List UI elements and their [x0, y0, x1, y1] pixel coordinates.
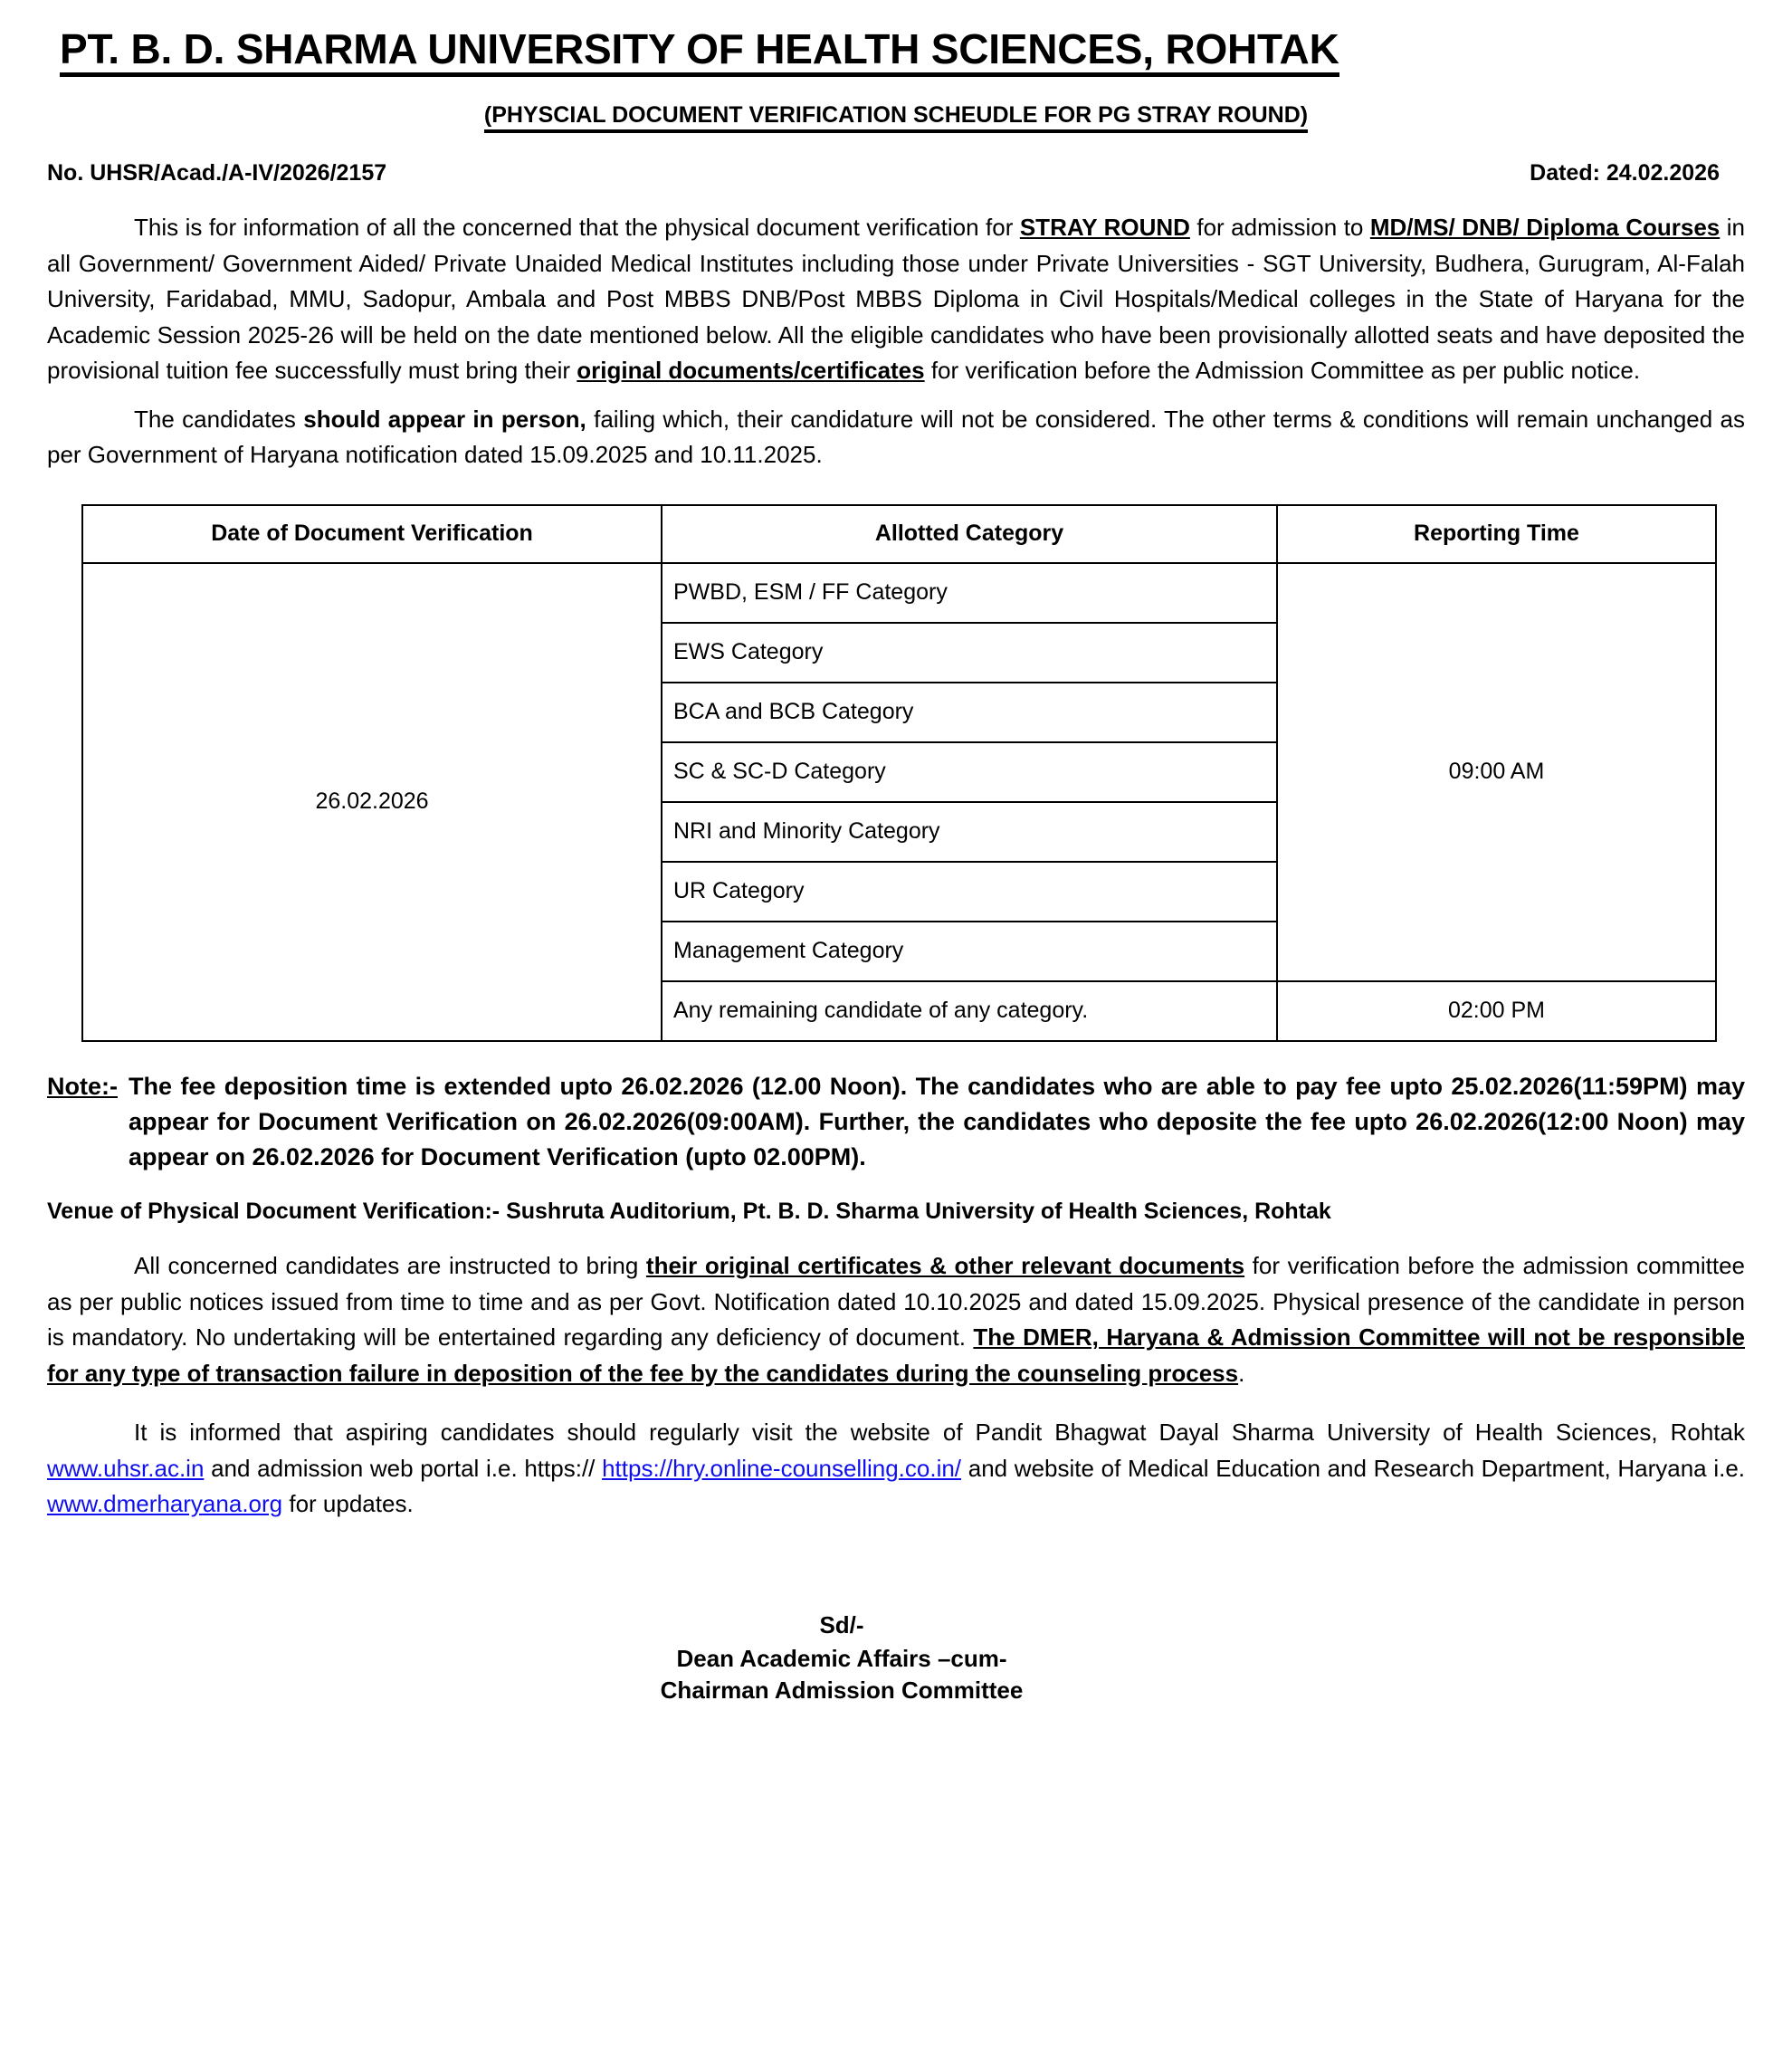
link-uhsr-website[interactable]: www.uhsr.ac.in [47, 1454, 205, 1482]
p1-seg2: for admission to [1189, 214, 1370, 242]
title-container [47, 16, 1745, 77]
paragraph-appearance [47, 402, 1745, 473]
p3-seg3: . [1238, 1359, 1245, 1387]
cell-category: Management Category [662, 922, 1277, 981]
column-header-time: Reporting Time [1277, 505, 1716, 563]
p4-seg3: and website of Medical Education and Research Department, Haryana i.e. [961, 1454, 1745, 1482]
signature-designation-line1: Dean Academic Affairs –cum- [676, 1644, 1007, 1672]
paragraph-intro [47, 210, 1745, 389]
venue-line: Venue of Physical Document Verification:- Sushruta Auditorium, Pt. B. D. Sharma University of Health Sciences, Rohtak [47, 1199, 1331, 1225]
table-row [82, 563, 1716, 623]
p3-dmer-disclaimer: The DMER, Haryana & Admission Committee will not be responsible for any type of transaction failure in deposition of the fee by the candidates during the counseling process [47, 1323, 1746, 1387]
cell-category: EWS Category [662, 623, 1277, 683]
cell-category: SC & SC-D Category [662, 742, 1277, 802]
signature-sd: Sd/- [819, 1610, 864, 1638]
signature-block [47, 1610, 1745, 1706]
p3-original-certificates: their original certificates & other relevant documents [645, 1252, 1245, 1280]
paragraph-websites [47, 1415, 1745, 1523]
p2-appear-in-person: should appear in person, [303, 405, 586, 433]
link-counselling-portal[interactable]: https://hry.online-counselling.co.in/ [602, 1454, 962, 1482]
reference-line [47, 160, 1745, 186]
p1-courses: MD/MS/ DNB/ Diploma Courses [1369, 214, 1721, 242]
p1-original-documents: original documents/certificates [577, 357, 925, 385]
cell-category-remaining: Any remaining candidate of any category. [662, 981, 1277, 1041]
note-text: The fee deposition time is extended upto 26.02.2026 (12.00 Noon). The candidates who are able to pay fee upto 25.02.2026(11:59PM) may appear for Document Verification on 26.02.2026(09:00AM). Further, the candidates who deposite the fee upto 26.02.2026(12:00 Noon) may appear on 26.02.2026 for Document Verification (upto 02.00PM). [128, 1072, 1745, 1170]
p4-seg2: and admission web portal i.e. https:// [204, 1454, 603, 1482]
cell-category: NRI and Minority Category [662, 802, 1277, 862]
cell-morning-time: 09:00 AM [1277, 563, 1716, 981]
subtitle-container [47, 102, 1745, 133]
p1-stray-round: STRAY ROUND [1019, 214, 1190, 242]
signature-designation-line2: Chairman Admission Committee [660, 1676, 1024, 1704]
p2-seg2: failing which, their candidature will not be considered. The other terms & conditions will remain unchanged as per Government of Haryana notification dated 15.09.2025 and 10.11.2025. [47, 405, 1745, 469]
page-title: PT. B. D. SHARMA UNIVERSITY OF HEALTH SCIENCES, ROHTAK [60, 27, 1339, 77]
cell-afternoon-time: 02:00 PM [1277, 981, 1716, 1041]
p1-seg3: in all Government/ Government Aided/ Private Unaided Medical Institutes including those under Private Universities - SGT University, Budhera, Gurugram, Al-Falah University, Faridabad, MMU, Sadopur, Ambala and Post MBBS DNB/Post MBBS Diploma in Civil Hospitals/Medical colleges in the State of Haryana for the Academic Session 2025-26 will be held on the date mentioned below. All the eligible candidates who have been provisionally allotted seats and have deposited the provisional tuition fee successfully must bring their [47, 214, 1745, 385]
column-header-category: Allotted Category [662, 505, 1277, 563]
schedule-table [81, 504, 1717, 1042]
reference-number: No. UHSR/Acad./A-IV/2026/2157 [47, 160, 387, 186]
note-label: Note:- [47, 1072, 118, 1100]
p1-seg4: for verification before the Admission Committee as per public notice. [924, 357, 1641, 385]
p4-seg4: for updates. [282, 1490, 414, 1518]
p3-seg1: All concerned candidates are instructed to bring [134, 1252, 646, 1280]
link-dmer-website[interactable]: www.dmerharyana.org [47, 1490, 283, 1518]
p4-seg1: It is informed that aspiring candidates should regularly visit the website of Pandit Bhagwat Dayal Sharma University of Health Sciences, Rohtak [134, 1419, 1745, 1447]
cell-category: UR Category [662, 862, 1277, 922]
p2-seg1: The candidates [134, 405, 304, 433]
p1-seg1: This is for information of all the concerned that the physical document verification for [134, 214, 1020, 242]
note-block [47, 1069, 1745, 1175]
document-date: Dated: 24.02.2026 [1530, 160, 1720, 186]
cell-category: PWBD, ESM / FF Category [662, 563, 1277, 623]
column-header-date: Date of Document Verification [82, 505, 662, 563]
p3-seg2: for verification before the admission committee as per public notices issued from time to time and as per Govt. Notification dated 10.10.2025 and dated 15.09.2025. Physical presence of the candidate in person is mandatory. No undertaking will be entertained regarding any deficiency of document. [47, 1252, 1746, 1352]
page-subtitle: (PHYSCIAL DOCUMENT VERIFICATION SCHEUDLE FOR PG STRAY ROUND) [484, 102, 1308, 133]
cell-verification-date: 26.02.2026 [82, 563, 662, 1041]
cell-category: BCA and BCB Category [662, 683, 1277, 742]
table-header-row [82, 505, 1716, 563]
paragraph-instructions [47, 1248, 1745, 1391]
